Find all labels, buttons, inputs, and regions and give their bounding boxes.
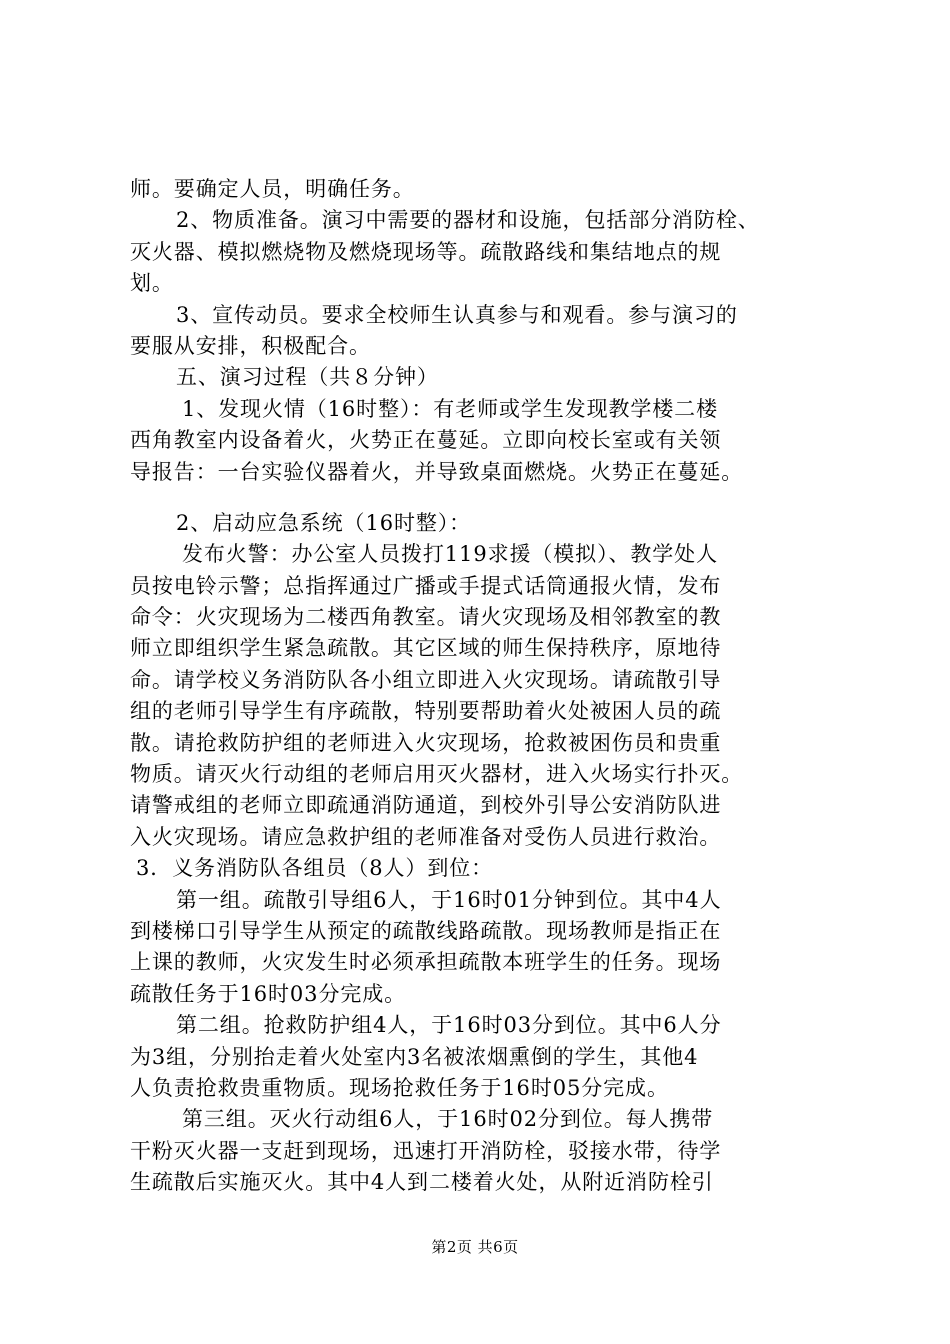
text-line: 疏散任务于16时03分完成。 [130, 981, 407, 1006]
text-line: 3．义务消防队各组员（8人）到位： [136, 856, 494, 881]
text-line: 2、物质准备。演习中需要的器材和设施，包括部分消防栓、 [176, 208, 760, 233]
text-line: 第二组。抢救防护组4人，于16时03分到位。其中6人分 [176, 1013, 722, 1038]
text-line: 散。请抢救防护组的老师进入火灾现场，抢救被困伤员和贵重 [130, 730, 722, 755]
text-line: 命令：火灾现场为二楼西角教室。请火灾现场及相邻教室的教 [130, 605, 722, 630]
text-line: 入火灾现场。请应急救护组的老师准备对受伤人员进行救治。 [130, 824, 722, 849]
text-line: 人负责抢救贵重物质。现场抢救任务于16时05分完成。 [130, 1075, 669, 1100]
text-line: 物质。请灭火行动组的老师启用灭火器材，进入火场实行扑灭。 [130, 762, 744, 787]
text-line: 命。请学校义务消防队各小组立即进入火灾现场。请疏散引导 [130, 667, 722, 692]
text-line: 到楼梯口引导学生从预定的疏散线路疏散。现场教师是指正在 [130, 918, 722, 943]
text-line: 第一组。疏散引导组6人，于16时01分钟到位。其中4人 [176, 887, 722, 912]
text-line: 上课的教师，火灾发生时必须承担疏散本班学生的任务。现场 [130, 950, 722, 975]
text-line: 员按电铃示警；总指挥通过广播或手提式话筒通报火情，发布 [130, 573, 722, 598]
document-body [130, 174, 842, 1199]
text-line: 3、宣传动员。要求全校师生认真参与和观看。参与演习的 [176, 302, 738, 327]
text-line: 组的老师引导学生有序疏散，特别要帮助着火处被困人员的疏 [130, 699, 722, 724]
text-line: 师。要确定人员，明确任务。 [130, 177, 415, 201]
text-line: 师立即组织学生紧急疏散。其它区域的师生保持秩序，原地待 [130, 636, 722, 661]
text-line: 生疏散后实施灭火。其中4人到二楼着火处，从附近消防栓引 [130, 1170, 714, 1195]
text-line: 干粉灭火器一支赶到现场，迅速打开消防栓，驳接水带，待学 [130, 1138, 722, 1163]
text-line: 为3组，分别抬走着火处室内3名被浓烟熏倒的学生，其他4 [130, 1044, 699, 1069]
text-line: 导报告：一台实验仪器着火，并导致桌面燃烧。火势正在蔓延。 [130, 459, 744, 484]
text-line: 2、启动应急系统（16时整）： [176, 510, 472, 535]
paragraph-gap [130, 488, 842, 508]
text-line: 五、演习过程（共８分钟） [176, 365, 439, 390]
text-line: 第三组。灭火行动组6人，于16时02分到位。每人携带 [182, 1107, 714, 1132]
text-line: 要服从安排，积极配合。 [130, 333, 371, 358]
text-line: 西角教室内设备着火，火势正在蔓延。立即向校长室或有关领 [130, 428, 722, 453]
text-line: 请警戒组的老师立即疏通消防通道，到校外引导公安消防队进 [130, 793, 722, 818]
text-line: 发布火警：办公室人员拨打119求援（模拟）、教学处人 [182, 542, 718, 567]
page-footer: 第2页 共6页 [431, 1238, 519, 1256]
text-line: 灭火器、模拟燃烧物及燃烧现场等。疏散路线和集结地点的规 [130, 239, 722, 264]
text-line: 1、发现火情（16时整）：有老师或学生发现教学楼二楼 [182, 396, 718, 421]
text-line: 划。 [130, 271, 174, 296]
